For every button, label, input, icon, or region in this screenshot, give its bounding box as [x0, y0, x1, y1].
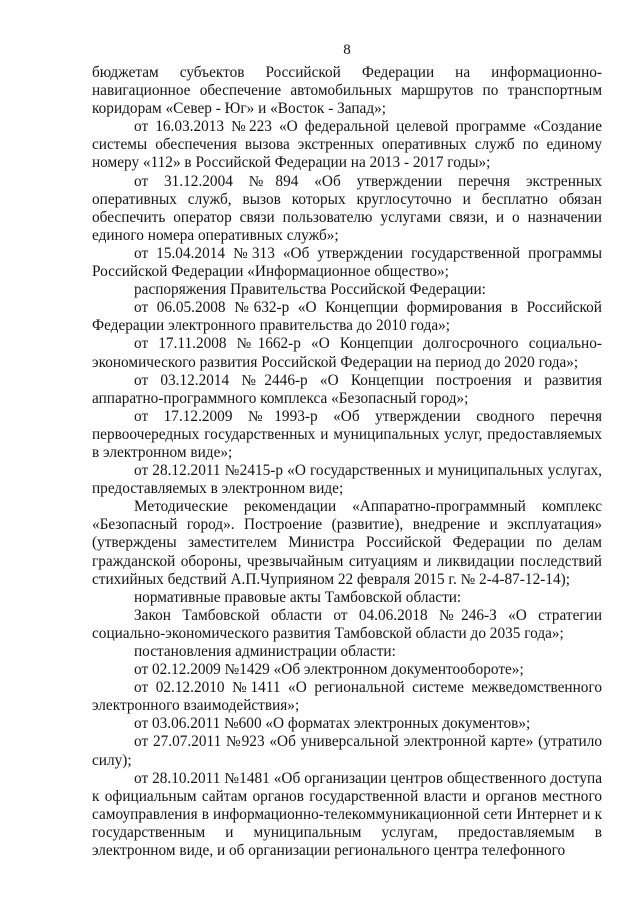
paragraph: от 28.12.2011 №2415-р «О государственных и муниципальных услугах, предоставляемых в электронном виде; — [92, 462, 602, 498]
paragraph: от 02.12.2010 №1411 «О региональной системе межведомственного электронного взаимодействия»; — [92, 679, 602, 715]
paragraph: от 17.12.2009 №1993-р «Об утверждении сводного перечня первоочередных государственных и муниципальных услуг, предоставляемых в электронном виде»; — [92, 407, 602, 461]
paragraph: от 31.12.2004 №894 «Об утверждении перечня экстренных оперативных служб, вызов которых круглосуточно и бесплатно обязан обеспечить оператор связи пользователю услугами связи, и о назначении единого номера оперативных служб»; — [92, 172, 602, 244]
paragraph: от 17.11.2008 №1662-р «О Концепции долгосрочного социально-экономического развития Российской Федерации на период до 2020 года»; — [92, 335, 602, 371]
paragraph: постановления администрации области: — [134, 643, 396, 660]
paragraph: распоряжения Правительства Российской Федерации: — [134, 281, 486, 299]
paragraph: от 03.06.2011 №600 «О форматах электронных документов»; — [134, 715, 531, 733]
paragraph: бюджетам субъектов Российской Федерации на информационно-навигационное обеспечение автомобильных маршрутов по транспортным коридорам «Север - Юг» и «Восток - Запад»; — [92, 64, 602, 118]
paragraph: от 06.05.2008 №632-р «О Концепции формирования в Российской Федерации электронного правительства до 2010 года»; — [92, 299, 602, 335]
paragraph: от 27.07.2011 №923 «Об универсальной электронной карте» (утратило силу); — [92, 733, 602, 769]
paragraph: от 16.03.2013 №223 «О федеральной целевой программе «Создание системы обеспечения вызова экстренных оперативных служб по единому номеру «112» в Российской Федерации на 2013 - 2017 годы»; — [92, 118, 602, 172]
paragraph: Методические рекомендации «Аппаратно-программный комплекс «Безопасный город». Построение (развитие), внедрение и эксплуатация» (утверждены заместителем Министра Российской Федерации по делам гражданской обороны, чрезвычайным ситуациям и ликвидации последствий стихийных бедствий А.П.Чуприяном 22 февраля 2015 г. № 2-4-87-12-14); — [92, 498, 602, 588]
page-number: 8 — [343, 42, 351, 58]
paragraph: от 28.10.2011 №1481 «Об организации центров общественного доступа к официальным сайтам органов государственной власти и органов местного самоуправления в информационно-телекоммуникационной сети Интернет и к государственным и муниципальным услугам, предоставляемым в электронном виде, и об организации регионального центра телефонного — [92, 769, 602, 860]
paragraph: от 03.12.2014 №2446-р «О Концепции построения и развития аппаратно-программного комплекса «Безопасный город»; — [92, 371, 602, 407]
paragraph: от 02.12.2009 №1429 «Об электронном документообороте»; — [134, 661, 524, 679]
paragraph: Закон Тамбовской области от 04.06.2018 №246-З «О стратегии социально-экономического развития Тамбовской области до 2035 года»; — [92, 606, 602, 642]
paragraph: нормативные правовые акты Тамбовской области: — [134, 588, 462, 606]
paragraph: от 15.04.2014 №313 «Об утверждении государственной программы Российской Федерации «Информационное общество»; — [92, 244, 602, 281]
